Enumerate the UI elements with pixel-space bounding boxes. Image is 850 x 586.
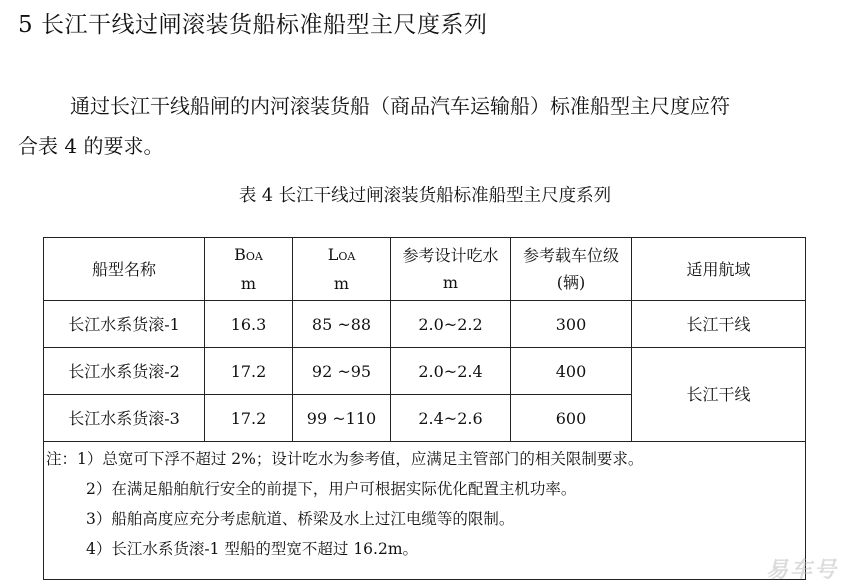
header-draft-label: 参考设计吃水 bbox=[402, 246, 499, 265]
cell-ship-name: 长江水系货滚-2 bbox=[44, 348, 205, 395]
header-loa-sub: OA bbox=[338, 250, 356, 263]
cell-ship-name: 长江水系货滚-3 bbox=[44, 395, 205, 442]
header-boa bbox=[205, 238, 293, 301]
cell-boa: 17.2 bbox=[205, 395, 293, 442]
table-notes bbox=[44, 442, 806, 580]
cell-draft: 2.0~2.2 bbox=[391, 301, 511, 348]
header-boa-unit: m bbox=[240, 274, 257, 293]
table-row bbox=[44, 301, 806, 348]
header-waters: 适用航域 bbox=[632, 238, 806, 301]
table-row bbox=[44, 348, 806, 395]
cell-waters: 长江干线 bbox=[632, 301, 806, 348]
header-boa-main: B bbox=[234, 245, 246, 264]
table-header-row bbox=[44, 238, 806, 301]
paragraph-line-2: 合表 4 的要求。 bbox=[18, 134, 164, 158]
watermark-logo: 易车号 bbox=[765, 558, 838, 583]
cell-loa: 99 ~110 bbox=[293, 395, 391, 442]
header-ship-type: 船型名称 bbox=[44, 238, 205, 301]
header-capacity-label: 参考载车位级 bbox=[522, 246, 619, 265]
cell-boa: 17.2 bbox=[205, 348, 293, 395]
header-loa-main: L bbox=[327, 245, 339, 264]
cell-capacity: 300 bbox=[511, 301, 632, 348]
table-notes-row bbox=[44, 442, 806, 580]
cell-loa: 92 ~95 bbox=[293, 348, 391, 395]
note-4: 4）长江水系货滚-1 型船的型宽不超过 16.2m。 bbox=[86, 540, 419, 558]
cell-loa: 85 ~88 bbox=[293, 301, 391, 348]
header-capacity-unit: (辆) bbox=[556, 273, 586, 292]
ship-dimension-table bbox=[43, 237, 806, 580]
table-caption: 表 4 长江干线过闸滚装货船标准船型主尺度系列 bbox=[238, 186, 612, 206]
header-loa bbox=[293, 238, 391, 301]
note-1: 注：1）总宽可下浮不超过 2%；设计吃水为参考值，应满足主管部门的相关限制要求。 bbox=[46, 450, 644, 468]
cell-boa: 16.3 bbox=[205, 301, 293, 348]
section-heading: 5 长江干线过闸滚装货船标准船型主尺度系列 bbox=[18, 12, 488, 38]
cell-capacity: 600 bbox=[511, 395, 632, 442]
paragraph-line-1: 通过长江干线船闸的内河滚装货船（商品汽车运输船）标准船型主尺度应符 bbox=[70, 94, 730, 118]
header-loa-unit: m bbox=[333, 274, 350, 293]
header-boa-sub: OA bbox=[245, 250, 263, 263]
note-2: 2）在满足船舶航行安全的前提下，用户可根据实际优化配置主机功率。 bbox=[86, 480, 577, 498]
cell-draft: 2.0~2.4 bbox=[391, 348, 511, 395]
header-draft-unit: m bbox=[442, 273, 459, 292]
cell-draft: 2.4~2.6 bbox=[391, 395, 511, 442]
cell-waters-merged: 长江干线 bbox=[632, 348, 806, 442]
header-capacity bbox=[511, 238, 632, 301]
cell-capacity: 400 bbox=[511, 348, 632, 395]
cell-ship-name: 长江水系货滚-1 bbox=[44, 301, 205, 348]
intro-paragraph bbox=[18, 86, 833, 166]
header-draft bbox=[391, 238, 511, 301]
note-3: 3）船舶高度应充分考虑航道、桥梁及水上过江电缆等的限制。 bbox=[86, 510, 515, 528]
